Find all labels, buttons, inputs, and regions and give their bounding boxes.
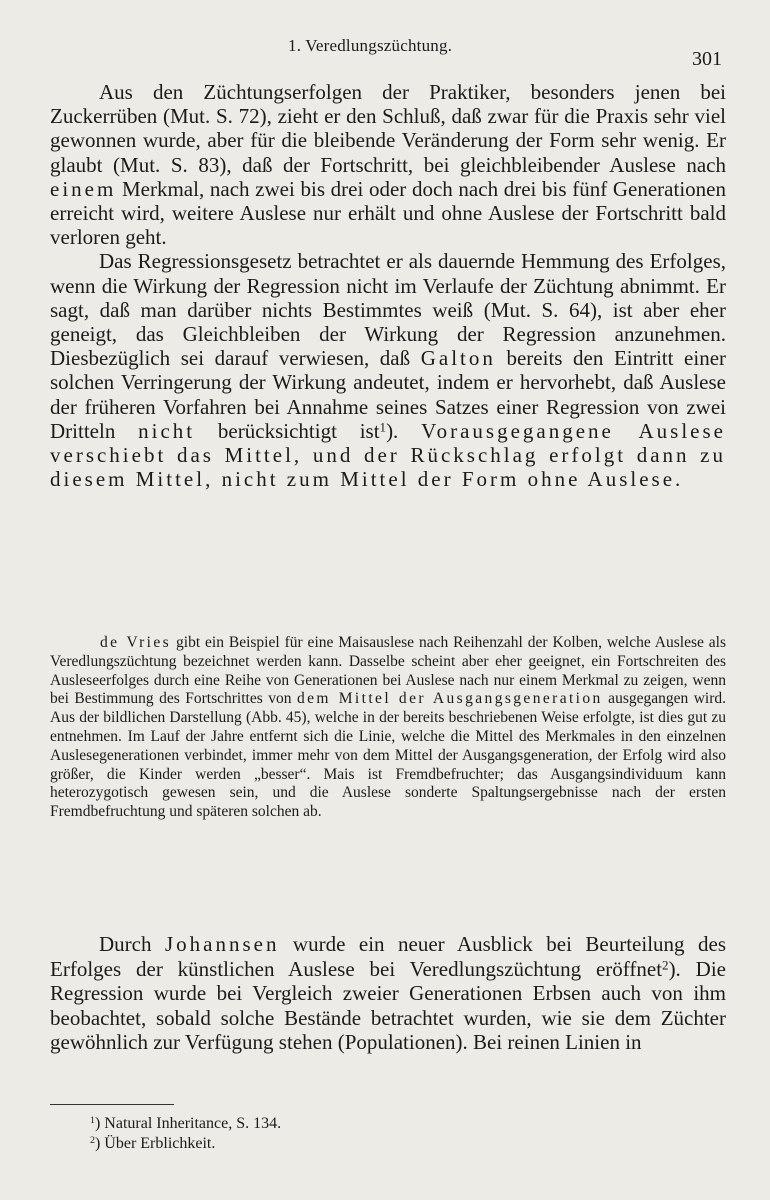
footnote-mark: 1 — [90, 1115, 95, 1127]
emphasis-mittel: dem Mittel der Ausgangsgeneration — [296, 690, 603, 708]
running-head: 1. Veredlungszüchtung. — [288, 36, 453, 55]
paragraph-1: Aus den Züchtungserfolgen der Praktiker, besonders jenen bei Zuckerrüben (Mut. S. 72), zieht er den Schluß, daß zwar für die Praxis sehr viel gewonnen wurde, aber für die bleibende Veränderung der Form sehr wenig. Er glaubt (Mut. S. 83), daß der Fortschritt, bei gleichbleibender Auslese nach einem Merkmal, nach zwei bis drei oder doch nach drei bis fünf Generationen erreicht wird, weitere Auslese nur erhält und ohne Auslese der Fortschritt bald verloren geht. — [50, 80, 726, 250]
emphasis-de-vries: de Vries — [100, 634, 172, 651]
emphasis-einem: einem — [50, 176, 117, 201]
emphasis-nicht: nicht — [138, 418, 196, 443]
footnote-ref-2[interactable]: 2 — [662, 957, 669, 973]
main-text — [50, 80, 726, 491]
emphasis-galton: Galton — [420, 346, 496, 371]
paragraph-2: Das Regressionsgesetz betrachtet er als dauernde Hemmung des Erfolges, wenn die Wirkung der Regression nicht im Verlaufe der Züchtung abnimmt. Er sagt, daß man darüber nichts Bestimmtes weiß (Mut. S. 64), ist aber eher geneigt, das Gleichbleiben der Wirkung der Regression anzunehmen. Diesbezüglich sei darauf verwiesen, daß Galton bereits den Eintritt einer solchen Verringerung der Wirkung andeutet, indem er hervorhebt, daß Auslese der früheren Vorfahren bei Annahme seines Satzes einer Regression von zwei Dritteln nicht berücksichtigt ist$^1$). Vorausgegangene Auslese verschiebt das Mittel, und der Rückschlag erfolgt dann zu diesem Mittel, nicht zum Mittel der Form ohne Auslese. — [50, 249, 727, 492]
footnote-rule — [50, 1104, 174, 1105]
paragraph-3: Durch Johannsen wurde ein neuer Ausblick bei Beurteilung des Erfolges der künstlichen Auslese bei Veredlungszüchtung eröffnet$^2$). Die Regression wurde bei Vergleich zweier Generationen Erbsen auch von ihm beobachtet, sobald solche Bestände betrachtet wurden, wie sie dem Züchter gewöhnlich zur Verfügung stehen (Populationen). Bei reinen Linien in — [50, 932, 726, 1055]
footnote-mark: 2 — [90, 1135, 95, 1147]
emphasis-johannsen: Johannsen — [164, 932, 280, 956]
emphasis-sentence: Vorausgegangene Auslese verschiebt das Mittel, und der Rückschlag erfolgt dann zu diesem Mittel, nicht zum Mittel der Form ohne Auslese. — [50, 418, 726, 492]
small-print-paragraph: de Vries gibt ein Beispiel für eine Maisauslese nach Reihenzahl der Kolben, welche Auslese als Veredlungszüchtung bezeichnet werden kann. Dasselbe scheint aber eher geeignet, ein Fortschreiten des Ausleseerfolges durch eine Reihe von Generationen bei Auslese nach nur einem Merkmal zu zeigen, wenn bei Bestimmung des Fortschrittes von dem Mittel der Ausgangsgeneration ausgegangen wird. Aus der bildlichen Darstellung (Abb. 45), welche in der bereits beschriebenen Weise erfolgte, ist dies gut zu entnehmen. Im Lauf der Jahre entfernt sich die Linie, welche die Mittel des Merkmales in den einzelnen Auslesegenerationen verbindet, immer mehr von dem Mittel der Ausgangsgeneration, der Erfolg wird also größer, die Kinder werden „besser“. Mais ist Fremdbefruchter; das Ausgangsindividuum kann heterozygotisch gewesen sein, und die Auslese sonderte Spaltungsergebnisse nach der ersten Fremdbefruchtung und späteren solchen ab. — [50, 634, 727, 821]
footnote-ref-1[interactable]: 1 — [379, 419, 387, 435]
footnote-2: $^2$) Über Erblichkeit. — [90, 1135, 216, 1152]
footnotes — [90, 1114, 281, 1154]
footnote-1: $^1$) Natural Inheritance, S. 134. — [90, 1115, 282, 1132]
page-number: 301 — [692, 48, 722, 70]
